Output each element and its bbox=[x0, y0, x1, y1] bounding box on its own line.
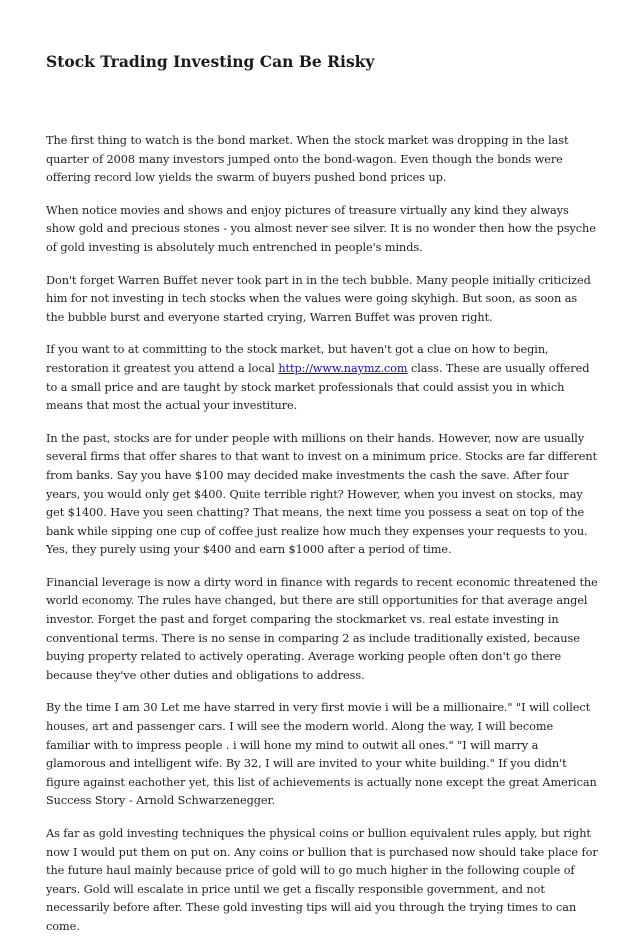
naymz-link[interactable]: http://www.naymz.com bbox=[278, 361, 408, 375]
paragraph-4 bbox=[46, 341, 598, 415]
paragraph-8: As far as gold investing techniques the physical coins or bullion equivalent rules apply, but right now I would put them on put on. Any coins or bullion that is purchased now should take place for the future haul mainly because price of gold will to go much higher in the following couple of years. Gold will escalate in price until we get a fiscally responsible government, and not necessarily before after. These gold investing tips will aid you through the trying times to can come. bbox=[46, 827, 598, 933]
paragraph-7: By the time I am 30 Let me have starred in very first movie i will be a millionaire." "I will collect houses, art and passenger cars. I will see the modern world. Along the way, I will become familiar with to impress people . i will hone my mind to outwit all ones." "I will marry a glamorous and intelligent wife. By 32, I will are invited to your white building." If you didn't figure against eachother yet, this list of achievements is actually none except the great American Success Story - Arnold Schwarzenegger. bbox=[46, 701, 597, 808]
page-title: Stock Trading Investing Can Be Risky bbox=[46, 52, 375, 71]
article-body bbox=[46, 132, 598, 951]
paragraph-2: When notice movies and shows and enjoy pictures of treasure virtually any kind they always show gold and precious stones - you almost never see silver. It is no wonder then how the psyche of gold investing is absolutely much entrenched in people's minds. bbox=[46, 203, 596, 254]
paragraph-3: Don't forget Warren Buffet never took part in in the tech bubble. Many people initially criticized him for not investing in tech stocks when the values were going skyhigh. But soon, as soon as the bubble burst and everyone started crying, Warren Buffet was proven right. bbox=[46, 273, 591, 324]
paragraph-1: The first thing to watch is the bond market. When the stock market was dropping in the last quarter of 2008 many investors jumped onto the bond-wagon. Even though the bonds were offering record low yields the swarm of buyers pushed bond prices up. bbox=[46, 134, 569, 185]
paragraph-5: In the past, stocks are for under people with millions on their hands. However, now are usually several firms that offer shares to that want to invest on a minimum price. Stocks are far different from banks. Say you have $100 may decided make investments the cash the save. After four years, you would only get $400. Quite terrible right? However, when you invest on stocks, may get $1400. Have you seen chatting? That means, the next time you possess a seat on top of the bank while sipping one cup of coffee just realize how much they expenses your requests to you. Yes, they purely using your $400 and earn $1000 after a period of time. bbox=[46, 431, 598, 557]
paragraph-6: Financial leverage is now a dirty word in finance with regards to recent economic threatened the world economy. The rules have changed, but there are still opportunities for that average angel investor. Forget the past and forget comparing the stockmarket vs. real estate investing in conventional terms. There is no sense in comparing 2 as include traditionally existed, because buying property related to actively operating. Average working people often don't go there because they've other duties and obligations to address. bbox=[46, 575, 598, 682]
paragraph-4-text-after: class. These are usually offered to a small price and are taught by stock market professionals that could assist you in which means that most the actual your investiture. bbox=[46, 361, 590, 413]
paragraph-4-text-before: If you want to at committing to the stock market, but haven't got a clue on how to begin, restoration it greatest you attend a local bbox=[46, 343, 549, 375]
